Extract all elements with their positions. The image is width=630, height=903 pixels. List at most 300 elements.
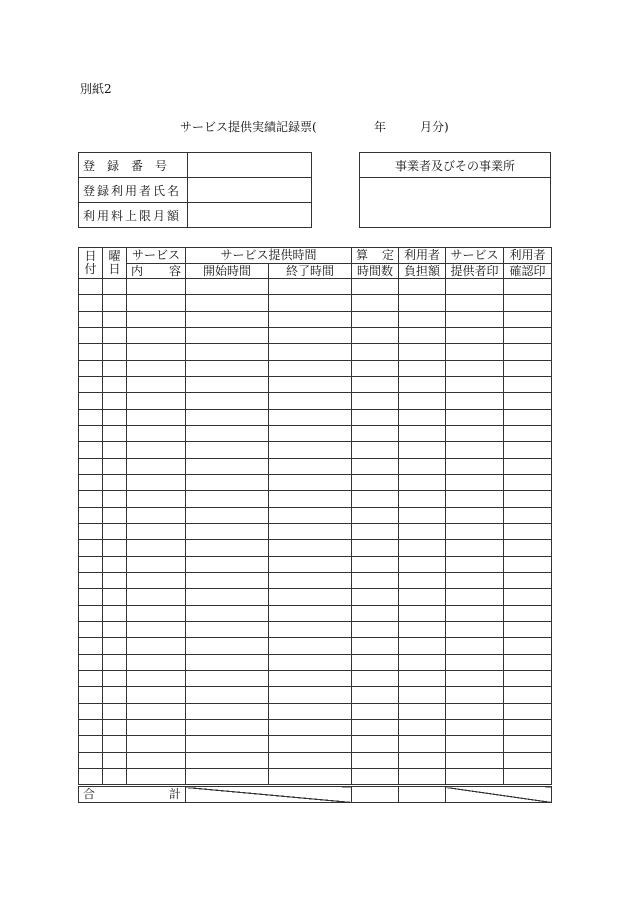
weekday-cell[interactable] — [103, 393, 127, 409]
table-row — [79, 327, 552, 343]
start-time-cell[interactable] — [186, 409, 269, 425]
weekday-cell[interactable] — [103, 327, 127, 343]
service-content-cell[interactable] — [127, 768, 186, 785]
start-time-cell[interactable] — [186, 589, 269, 605]
end-time-cell[interactable] — [269, 540, 352, 556]
table-row — [79, 523, 552, 539]
user-seal-cell[interactable] — [504, 442, 552, 458]
weekday-cell[interactable] — [103, 621, 127, 637]
date-cell[interactable] — [79, 572, 103, 588]
user-seal-cell[interactable] — [504, 409, 552, 425]
calc-hours-cell[interactable] — [352, 768, 399, 785]
user-seal-cell[interactable] — [504, 279, 552, 295]
calc-hours-cell[interactable] — [352, 442, 399, 458]
user-charge-cell[interactable] — [399, 376, 446, 392]
user-charge-cell[interactable] — [399, 360, 446, 376]
weekday-cell[interactable] — [103, 425, 127, 441]
calc-hours-cell[interactable] — [352, 687, 399, 703]
date-cell[interactable] — [79, 376, 103, 392]
user-seal-cell[interactable] — [504, 311, 552, 327]
user-seal-cell[interactable] — [504, 393, 552, 409]
calc-hours-cell[interactable] — [352, 719, 399, 735]
end-time-cell[interactable] — [269, 556, 352, 572]
end-time-cell[interactable] — [269, 376, 352, 392]
start-time-cell[interactable] — [186, 474, 269, 490]
user-seal-cell[interactable] — [504, 621, 552, 637]
table-row — [79, 393, 552, 409]
calc-hours-cell[interactable] — [352, 605, 399, 621]
weekday-cell[interactable] — [103, 360, 127, 376]
calc-hours-cell[interactable] — [352, 670, 399, 686]
provider-header: 事業者及びその事業所 — [360, 153, 551, 178]
date-cell[interactable] — [79, 425, 103, 441]
end-time-cell[interactable] — [269, 768, 352, 785]
date-cell[interactable] — [79, 442, 103, 458]
user-seal-cell[interactable] — [504, 736, 552, 752]
end-time-cell[interactable] — [269, 311, 352, 327]
calc-hours-cell[interactable] — [352, 311, 399, 327]
service-content-cell[interactable] — [127, 295, 186, 311]
user-charge-cell[interactable] — [399, 638, 446, 654]
service-content-cell[interactable] — [127, 736, 186, 752]
date-cell[interactable] — [79, 360, 103, 376]
date-cell[interactable] — [79, 327, 103, 343]
provider-seal-cell[interactable] — [446, 638, 504, 654]
provider-seal-cell[interactable] — [446, 376, 504, 392]
calc-hours-cell[interactable] — [352, 474, 399, 490]
user-charge-cell[interactable] — [399, 279, 446, 295]
service-content-cell[interactable] — [127, 572, 186, 588]
provider-seal-cell[interactable] — [446, 703, 504, 719]
start-time-cell[interactable] — [186, 311, 269, 327]
user-seal-cell[interactable] — [504, 703, 552, 719]
user-charge-cell[interactable] — [399, 736, 446, 752]
provider-seal-cell[interactable] — [446, 442, 504, 458]
service-content-cell[interactable] — [127, 360, 186, 376]
start-time-cell[interactable] — [186, 523, 269, 539]
user-charge-cell[interactable] — [399, 474, 446, 490]
date-cell[interactable] — [79, 736, 103, 752]
user-charge-cell[interactable] — [399, 295, 446, 311]
start-time-cell[interactable] — [186, 556, 269, 572]
calc-hours-cell[interactable] — [352, 344, 399, 360]
end-time-cell[interactable] — [269, 327, 352, 343]
start-time-cell[interactable] — [186, 360, 269, 376]
date-cell[interactable] — [79, 687, 103, 703]
date-cell[interactable] — [79, 703, 103, 719]
end-time-cell[interactable] — [269, 409, 352, 425]
service-content-cell[interactable] — [127, 393, 186, 409]
table-row — [79, 491, 552, 507]
table-row — [79, 474, 552, 490]
end-time-cell[interactable] — [269, 589, 352, 605]
date-cell[interactable] — [79, 670, 103, 686]
date-cell[interactable] — [79, 474, 103, 490]
provider-seal-cell[interactable] — [446, 719, 504, 735]
total-seal-struck — [446, 786, 552, 803]
weekday-cell[interactable] — [103, 687, 127, 703]
date-cell[interactable] — [79, 654, 103, 670]
user-seal-cell[interactable] — [504, 719, 552, 735]
date-cell[interactable] — [79, 344, 103, 360]
end-time-cell[interactable] — [269, 474, 352, 490]
service-content-cell[interactable] — [127, 507, 186, 523]
provider-seal-cell[interactable] — [446, 752, 504, 768]
weekday-cell[interactable] — [103, 719, 127, 735]
service-content-cell[interactable] — [127, 654, 186, 670]
end-time-cell[interactable] — [269, 458, 352, 474]
weekday-cell[interactable] — [103, 556, 127, 572]
end-time-cell[interactable] — [269, 687, 352, 703]
user-charge-cell[interactable] — [399, 458, 446, 474]
weekday-cell[interactable] — [103, 670, 127, 686]
user-name-field[interactable] — [188, 178, 312, 203]
provider-seal-cell[interactable] — [446, 458, 504, 474]
service-content-cell[interactable] — [127, 719, 186, 735]
calc-hours-cell[interactable] — [352, 491, 399, 507]
user-charge-cell[interactable] — [399, 409, 446, 425]
user-seal-cell[interactable] — [504, 687, 552, 703]
user-seal-cell[interactable] — [504, 654, 552, 670]
end-time-cell[interactable] — [269, 360, 352, 376]
provider-seal-cell[interactable] — [446, 556, 504, 572]
service-content-cell[interactable] — [127, 556, 186, 572]
end-time-cell[interactable] — [269, 425, 352, 441]
monthly-limit-field[interactable] — [188, 203, 312, 228]
weekday-cell[interactable] — [103, 540, 127, 556]
provider-seal-cell[interactable] — [446, 687, 504, 703]
calc-hours-cell[interactable] — [352, 376, 399, 392]
end-time-cell[interactable] — [269, 752, 352, 768]
provider-seal-cell[interactable] — [446, 279, 504, 295]
weekday-cell[interactable] — [103, 442, 127, 458]
user-seal-cell[interactable] — [504, 523, 552, 539]
start-time-cell[interactable] — [186, 507, 269, 523]
title-month: 月分) — [420, 120, 449, 134]
date-cell[interactable] — [79, 523, 103, 539]
user-charge-cell[interactable] — [399, 425, 446, 441]
user-seal-cell[interactable] — [504, 752, 552, 768]
start-time-cell[interactable] — [186, 393, 269, 409]
user-charge-cell[interactable] — [399, 654, 446, 670]
weekday-cell[interactable] — [103, 474, 127, 490]
date-cell[interactable] — [79, 719, 103, 735]
end-time-cell[interactable] — [269, 572, 352, 588]
start-time-cell[interactable] — [186, 638, 269, 654]
end-time-cell[interactable] — [269, 670, 352, 686]
user-seal-cell[interactable] — [504, 572, 552, 588]
calc-hours-cell[interactable] — [352, 572, 399, 588]
start-time-cell[interactable] — [186, 344, 269, 360]
weekday-cell[interactable] — [103, 523, 127, 539]
end-time-cell[interactable] — [269, 344, 352, 360]
weekday-cell[interactable] — [103, 638, 127, 654]
calc-hours-cell[interactable] — [352, 556, 399, 572]
date-cell[interactable] — [79, 556, 103, 572]
user-charge-cell[interactable] — [399, 621, 446, 637]
date-cell[interactable] — [79, 279, 103, 295]
start-time-cell[interactable] — [186, 491, 269, 507]
user-charge-cell[interactable] — [399, 393, 446, 409]
start-time-cell[interactable] — [186, 442, 269, 458]
provider-seal-cell[interactable] — [446, 507, 504, 523]
user-seal-cell[interactable] — [504, 768, 552, 785]
weekday-cell[interactable] — [103, 458, 127, 474]
start-time-cell[interactable] — [186, 687, 269, 703]
calc-hours-cell[interactable] — [352, 540, 399, 556]
calc-hours-cell[interactable] — [352, 736, 399, 752]
user-seal-cell[interactable] — [504, 425, 552, 441]
date-cell[interactable] — [79, 409, 103, 425]
start-time-cell[interactable] — [186, 295, 269, 311]
table-row — [79, 344, 552, 360]
start-time-cell[interactable] — [186, 540, 269, 556]
weekday-cell[interactable] — [103, 752, 127, 768]
provider-seal-cell[interactable] — [446, 605, 504, 621]
start-time-cell[interactable] — [186, 719, 269, 735]
provider-field[interactable] — [360, 178, 551, 228]
user-charge-cell[interactable] — [399, 572, 446, 588]
provider-seal-cell[interactable] — [446, 393, 504, 409]
service-content-cell[interactable] — [127, 491, 186, 507]
provider-seal-cell[interactable] — [446, 621, 504, 637]
service-content-cell[interactable] — [127, 703, 186, 719]
end-time-cell[interactable] — [269, 605, 352, 621]
user-charge-cell[interactable] — [399, 523, 446, 539]
calc-hours-cell[interactable] — [352, 523, 399, 539]
weekday-cell[interactable] — [103, 736, 127, 752]
end-time-cell[interactable] — [269, 295, 352, 311]
end-time-cell[interactable] — [269, 442, 352, 458]
service-content-cell[interactable] — [127, 638, 186, 654]
service-content-cell[interactable] — [127, 327, 186, 343]
provider-seal-cell[interactable] — [446, 768, 504, 785]
start-time-cell[interactable] — [186, 376, 269, 392]
service-content-cell[interactable] — [127, 687, 186, 703]
total-hours-field[interactable] — [352, 786, 399, 803]
end-time-cell[interactable] — [269, 279, 352, 295]
user-seal-cell[interactable] — [504, 507, 552, 523]
end-time-cell[interactable] — [269, 703, 352, 719]
provider-seal-cell[interactable] — [446, 360, 504, 376]
calc-hours-cell[interactable] — [352, 360, 399, 376]
service-content-cell[interactable] — [127, 752, 186, 768]
weekday-cell[interactable] — [103, 654, 127, 670]
user-charge-cell[interactable] — [399, 442, 446, 458]
service-content-cell[interactable] — [127, 311, 186, 327]
date-cell[interactable] — [79, 752, 103, 768]
end-time-cell[interactable] — [269, 654, 352, 670]
user-charge-cell[interactable] — [399, 327, 446, 343]
calc-hours-cell[interactable] — [352, 507, 399, 523]
weekday-cell[interactable] — [103, 589, 127, 605]
service-content-cell[interactable] — [127, 540, 186, 556]
date-cell[interactable] — [79, 621, 103, 637]
service-content-cell[interactable] — [127, 621, 186, 637]
weekday-cell[interactable] — [103, 491, 127, 507]
weekday-cell[interactable] — [103, 703, 127, 719]
user-charge-cell[interactable] — [399, 703, 446, 719]
calc-hours-cell[interactable] — [352, 589, 399, 605]
provider-seal-cell[interactable] — [446, 572, 504, 588]
date-cell[interactable] — [79, 540, 103, 556]
registration-number-field[interactable] — [188, 153, 312, 178]
provider-seal-cell[interactable] — [446, 654, 504, 670]
provider-seal-cell[interactable] — [446, 327, 504, 343]
date-cell[interactable] — [79, 491, 103, 507]
weekday-cell[interactable] — [103, 507, 127, 523]
end-time-cell[interactable] — [269, 719, 352, 735]
date-cell[interactable] — [79, 311, 103, 327]
end-time-cell[interactable] — [269, 507, 352, 523]
user-charge-cell[interactable] — [399, 687, 446, 703]
table-row — [79, 311, 552, 327]
provider-seal-cell[interactable] — [446, 409, 504, 425]
start-time-cell[interactable] — [186, 605, 269, 621]
user-seal-cell[interactable] — [504, 491, 552, 507]
service-content-cell[interactable] — [127, 279, 186, 295]
start-time-cell[interactable] — [186, 458, 269, 474]
end-time-cell[interactable] — [269, 621, 352, 637]
title-year: 年 — [374, 120, 387, 134]
user-seal-cell[interactable] — [504, 474, 552, 490]
weekday-cell[interactable] — [103, 279, 127, 295]
end-time-cell[interactable] — [269, 638, 352, 654]
start-time-cell[interactable] — [186, 327, 269, 343]
date-cell[interactable] — [79, 393, 103, 409]
weekday-cell[interactable] — [103, 311, 127, 327]
date-cell[interactable] — [79, 295, 103, 311]
service-content-cell[interactable] — [127, 523, 186, 539]
provider-seal-cell[interactable] — [446, 474, 504, 490]
user-charge-cell[interactable] — [399, 605, 446, 621]
user-seal-cell[interactable] — [504, 589, 552, 605]
service-content-cell[interactable] — [127, 589, 186, 605]
document-label: 別紙2 — [80, 82, 112, 96]
user-charge-cell[interactable] — [399, 311, 446, 327]
total-charge-field[interactable] — [399, 786, 446, 803]
weekday-cell[interactable] — [103, 768, 127, 785]
provider-seal-cell[interactable] — [446, 491, 504, 507]
calc-hours-cell[interactable] — [352, 638, 399, 654]
user-charge-cell[interactable] — [399, 507, 446, 523]
start-time-cell[interactable] — [186, 621, 269, 637]
end-time-cell[interactable] — [269, 736, 352, 752]
date-cell[interactable] — [79, 507, 103, 523]
calc-hours-cell[interactable] — [352, 295, 399, 311]
end-time-cell[interactable] — [269, 491, 352, 507]
provider-seal-cell[interactable] — [446, 589, 504, 605]
date-cell[interactable] — [79, 589, 103, 605]
start-time-cell[interactable] — [186, 703, 269, 719]
service-content-cell[interactable] — [127, 474, 186, 490]
table-row — [79, 752, 552, 768]
provider-seal-cell[interactable] — [446, 295, 504, 311]
user-seal-cell[interactable] — [504, 344, 552, 360]
user-charge-cell[interactable] — [399, 719, 446, 735]
calc-hours-cell[interactable] — [352, 327, 399, 343]
user-charge-cell[interactable] — [399, 491, 446, 507]
weekday-cell[interactable] — [103, 376, 127, 392]
date-cell[interactable] — [79, 605, 103, 621]
calc-hours-cell[interactable] — [352, 458, 399, 474]
user-charge-cell[interactable] — [399, 556, 446, 572]
provider-seal-cell[interactable] — [446, 425, 504, 441]
calc-hours-cell[interactable] — [352, 654, 399, 670]
user-seal-cell[interactable] — [504, 605, 552, 621]
calc-hours-cell[interactable] — [352, 425, 399, 441]
user-name-label: 登録利用者氏名 — [79, 178, 188, 203]
user-seal-cell[interactable] — [504, 295, 552, 311]
user-seal-cell[interactable] — [504, 556, 552, 572]
user-seal-cell[interactable] — [504, 458, 552, 474]
calc-hours-cell[interactable] — [352, 752, 399, 768]
calc-hours-cell[interactable] — [352, 409, 399, 425]
date-cell[interactable] — [79, 768, 103, 785]
provider-seal-cell[interactable] — [446, 736, 504, 752]
user-seal-cell[interactable] — [504, 376, 552, 392]
user-charge-cell[interactable] — [399, 589, 446, 605]
start-time-cell[interactable] — [186, 736, 269, 752]
provider-seal-cell[interactable] — [446, 344, 504, 360]
provider-seal-cell[interactable] — [446, 311, 504, 327]
start-time-cell[interactable] — [186, 425, 269, 441]
date-cell[interactable] — [79, 638, 103, 654]
weekday-cell[interactable] — [103, 344, 127, 360]
service-content-cell[interactable] — [127, 670, 186, 686]
user-seal-cell[interactable] — [504, 360, 552, 376]
user-charge-cell[interactable] — [399, 752, 446, 768]
service-content-cell[interactable] — [127, 442, 186, 458]
user-seal-cell[interactable] — [504, 638, 552, 654]
user-seal-cell[interactable] — [504, 540, 552, 556]
provider-seal-cell[interactable] — [446, 523, 504, 539]
start-time-cell[interactable] — [186, 768, 269, 785]
user-charge-cell[interactable] — [399, 768, 446, 785]
start-time-cell[interactable] — [186, 670, 269, 686]
weekday-cell[interactable] — [103, 409, 127, 425]
start-time-cell[interactable] — [186, 654, 269, 670]
service-content-cell[interactable] — [127, 409, 186, 425]
service-content-cell[interactable] — [127, 344, 186, 360]
end-time-cell[interactable] — [269, 393, 352, 409]
start-time-cell[interactable] — [186, 279, 269, 295]
end-time-cell[interactable] — [269, 523, 352, 539]
provider-seal-sub-header: 提供者印 — [446, 264, 504, 279]
weekday-cell[interactable] — [103, 605, 127, 621]
service-content-cell[interactable] — [127, 376, 186, 392]
start-time-cell[interactable] — [186, 572, 269, 588]
calc-hours-cell[interactable] — [352, 703, 399, 719]
user-seal-cell[interactable] — [504, 327, 552, 343]
service-content-cell[interactable] — [127, 458, 186, 474]
weekday-cell[interactable] — [103, 295, 127, 311]
provider-seal-cell[interactable] — [446, 540, 504, 556]
user-charge-cell[interactable] — [399, 344, 446, 360]
user-charge-cell[interactable] — [399, 670, 446, 686]
service-content-cell[interactable] — [127, 425, 186, 441]
service-content-cell[interactable] — [127, 605, 186, 621]
provider-seal-cell[interactable] — [446, 670, 504, 686]
user-charge-cell[interactable] — [399, 540, 446, 556]
user-seal-cell[interactable] — [504, 670, 552, 686]
weekday-cell[interactable] — [103, 572, 127, 588]
calc-hours-cell[interactable] — [352, 393, 399, 409]
calc-hours-cell[interactable] — [352, 279, 399, 295]
date-cell[interactable] — [79, 458, 103, 474]
calc-hours-cell[interactable] — [352, 621, 399, 637]
start-time-cell[interactable] — [186, 752, 269, 768]
